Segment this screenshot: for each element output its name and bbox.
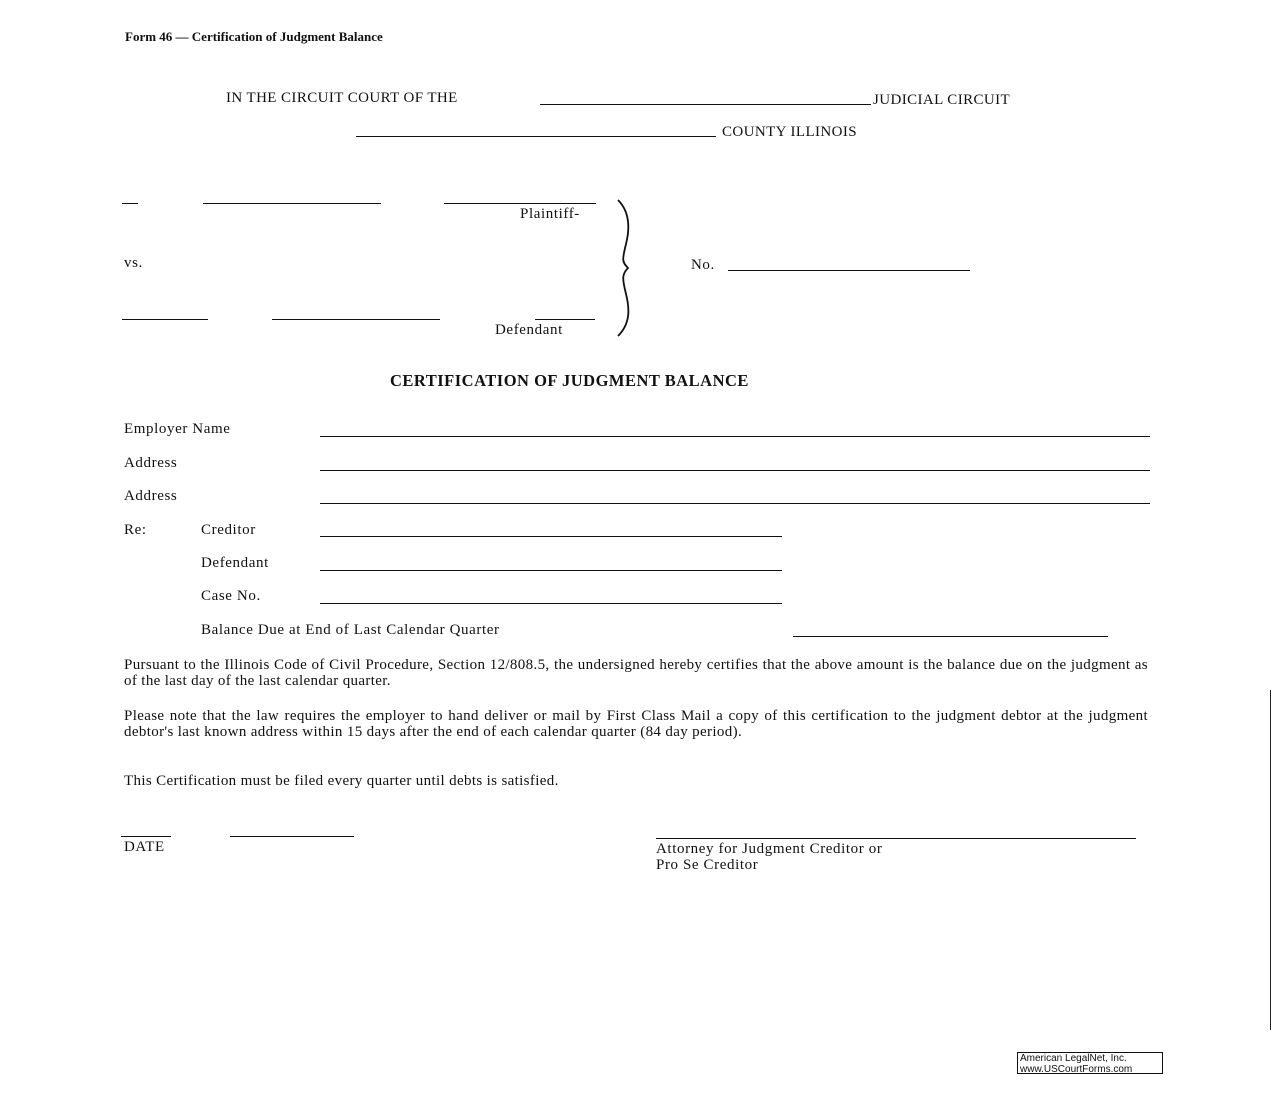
plaintiff-name-blank-2[interactable]	[444, 203, 596, 204]
creditor-field[interactable]	[320, 536, 782, 537]
caption-brace	[614, 198, 638, 338]
plaintiff-name-blank[interactable]	[203, 203, 381, 204]
case-no-label: Case No.	[201, 588, 261, 604]
date-field[interactable]	[230, 836, 354, 837]
notice-paragraph: Please note that the law requires the employer to hand deliver or mail by First Class Mail a copy of this certification to the judgment debtor at the judgment debtor's last known address within 15 days after the end of each calendar quarter (84 day period).	[124, 708, 1148, 740]
publisher-website: www.USCourtForms.com	[1020, 1064, 1133, 1075]
publisher-stamp	[1017, 1052, 1163, 1074]
county-label: COUNTY ILLINOIS	[722, 124, 858, 140]
versus-label: vs.	[124, 255, 143, 271]
address-field-2[interactable]	[320, 503, 1150, 504]
case-number-blank[interactable]	[728, 270, 970, 271]
employer-name-field[interactable]	[320, 436, 1150, 437]
form-header-label: Form 46 — Certification of Judgment Balance	[125, 29, 383, 44]
balance-due-label: Balance Due at End of Last Calendar Quarter	[201, 622, 500, 638]
re-defendant-label: Defendant	[201, 555, 269, 571]
court-heading-suffix: JUDICIAL CIRCUIT	[873, 92, 1011, 108]
document-title: CERTIFICATION OF JUDGMENT BALANCE	[390, 371, 749, 390]
plaintiff-label: Plaintiff-	[520, 206, 580, 222]
address-label-1: Address	[124, 455, 178, 471]
address-field-1[interactable]	[320, 470, 1150, 471]
certification-paragraph: Pursuant to the Illinois Code of Civil Procedure, Section 12/808.5, the undersigned hereby certifies that the above amount is the balance due on the judgment as of the last day of the last calendar quarter.	[124, 657, 1148, 689]
re-label: Re:	[124, 522, 147, 538]
employer-name-label: Employer Name	[124, 421, 231, 437]
publisher-company: American LegalNet, Inc.	[1020, 1053, 1127, 1064]
case-no-field[interactable]	[320, 603, 782, 604]
date-line-fragment	[121, 836, 171, 837]
case-number-label: No.	[691, 257, 715, 273]
balance-due-field[interactable]	[793, 636, 1108, 637]
court-heading-prefix: IN THE CIRCUIT COURT OF THE	[226, 90, 458, 106]
filing-requirement-paragraph: This Certification must be filed every quarter until debts is satisfied.	[124, 773, 559, 789]
defendant-name-blank-3[interactable]	[535, 319, 595, 320]
defendant-field[interactable]	[320, 570, 782, 571]
date-label: DATE	[124, 839, 165, 855]
defendant-caption-label: Defendant	[495, 322, 563, 338]
judicial-circuit-blank[interactable]	[540, 104, 871, 105]
creditor-label: Creditor	[201, 522, 256, 538]
address-label-2: Address	[124, 488, 178, 504]
plaintiff-line-fragment	[122, 203, 138, 204]
defendant-name-blank[interactable]	[122, 319, 208, 320]
attorney-label-line2: Pro Se Creditor	[656, 857, 759, 873]
attorney-label-line1: Attorney for Judgment Creditor or	[656, 841, 883, 857]
scan-edge-divider	[1270, 690, 1271, 1030]
attorney-signature-field[interactable]	[656, 838, 1136, 839]
defendant-name-blank-2[interactable]	[272, 319, 440, 320]
county-blank[interactable]	[356, 136, 716, 137]
